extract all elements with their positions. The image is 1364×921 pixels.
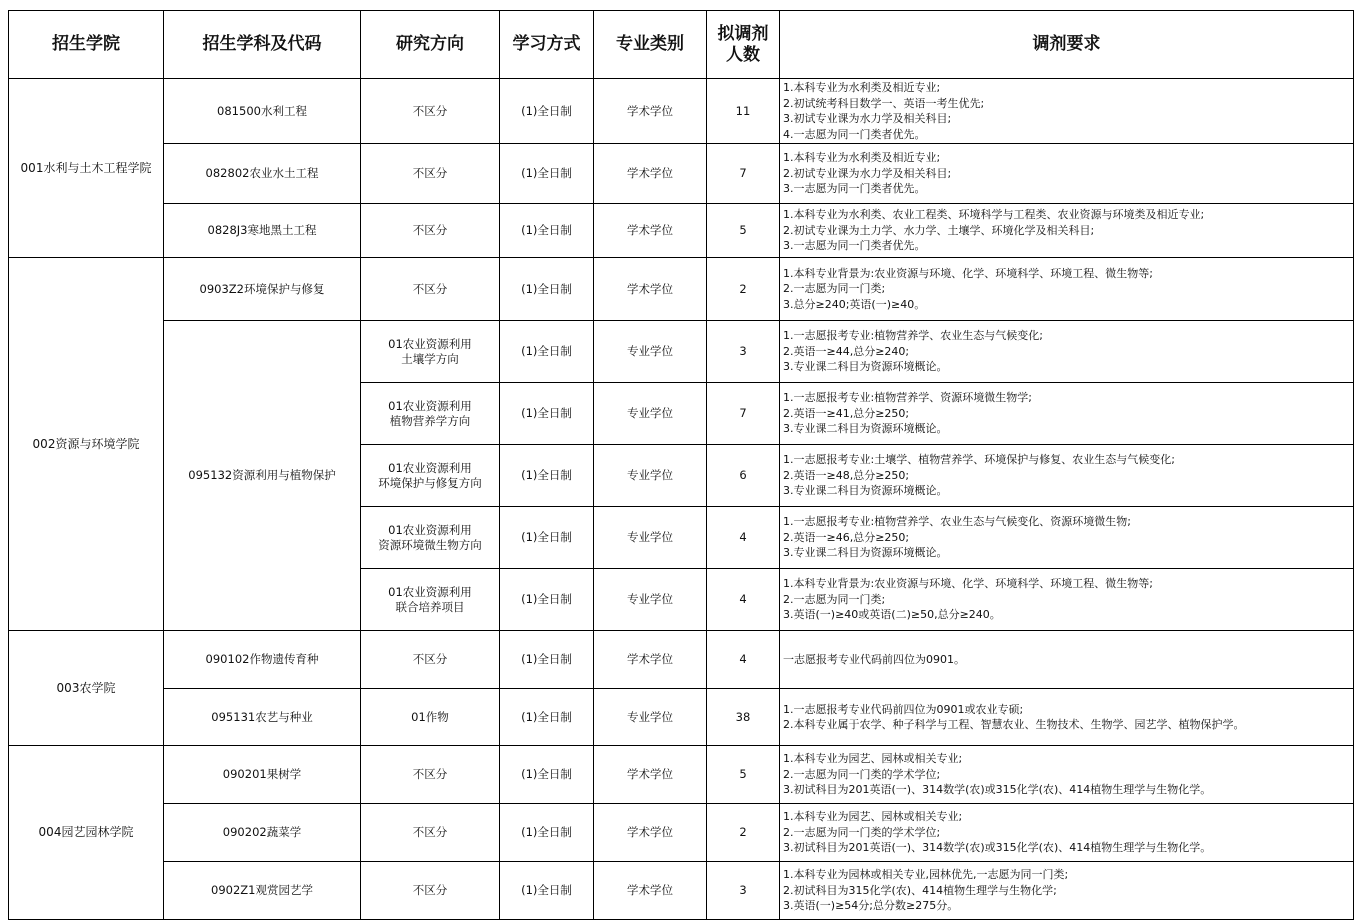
direction-cell: [361, 321, 500, 383]
header-quota-line1: 拟调剂: [717, 23, 769, 44]
subject-cell: 0903Z2环境保护与修复: [164, 258, 361, 321]
quota-cell: 4: [707, 631, 780, 689]
study-mode-cell: (1)全日制: [500, 631, 594, 689]
requirement-line: 1.本科专业背景为:农业资源与环境、化学、环境科学、环境工程、微生物等;: [783, 577, 1153, 591]
study-mode-cell: (1)全日制: [500, 569, 594, 631]
quota-cell: 5: [707, 204, 780, 258]
requirement-line: 1.本科专业为水利类及相近专业;: [783, 151, 941, 165]
requirement-line: 2.初试专业课为土力学、水力学、土壤学、环境化学及相关科目;: [783, 223, 1095, 237]
subject-cell: 082802农业水土工程: [164, 144, 361, 204]
requirement-line: 1.一志愿报考专业:植物营养学、农业生态与气候变化;: [783, 329, 1043, 343]
direction-line: 01农业资源利用: [388, 336, 472, 351]
study-mode-cell: (1)全日制: [500, 258, 594, 321]
quota-cell: 38: [707, 689, 780, 746]
category-cell: 专业学位: [594, 689, 707, 746]
requirement-line: 3.英语(一)≥54分;总分数≥275分。: [783, 899, 959, 913]
requirements-cell: [780, 746, 1354, 804]
subject-cell: 090202蔬菜学: [164, 804, 361, 862]
direction-line: 01农业资源利用: [388, 460, 472, 475]
category-cell: 学术学位: [594, 144, 707, 204]
quota-cell: 4: [707, 569, 780, 631]
direction-line: 01农业资源利用: [388, 584, 472, 599]
quota-cell: 3: [707, 862, 780, 920]
requirement-line: 2.英语一≥44,总分≥240;: [783, 344, 910, 358]
direction-cell: [361, 445, 500, 507]
direction-line: 环境保护与修复方向: [378, 475, 482, 490]
requirements-cell: [780, 631, 1354, 689]
requirements-cell: [780, 383, 1354, 445]
direction-line: 01农业资源利用: [388, 398, 472, 413]
direction-line: 土壤学方向: [401, 351, 459, 366]
category-cell: 专业学位: [594, 321, 707, 383]
direction-line: 资源环境微生物方向: [378, 537, 482, 552]
category-cell: 学术学位: [594, 79, 707, 144]
direction-line: 不区分: [412, 825, 448, 839]
direction-cell: [361, 569, 500, 631]
study-mode-cell: (1)全日制: [500, 689, 594, 746]
direction-line: 不区分: [412, 767, 448, 781]
category-cell: 学术学位: [594, 204, 707, 258]
table-row: [9, 631, 1354, 689]
college-cell: 001水利与土木工程学院: [9, 79, 164, 258]
direction-line: 不区分: [412, 103, 448, 118]
header-direction: 研究方向: [361, 11, 500, 79]
direction-cell: [361, 804, 500, 862]
study-mode-cell: (1)全日制: [500, 79, 594, 144]
college-cell: 002资源与环境学院: [9, 258, 164, 631]
quota-cell: 2: [707, 258, 780, 321]
direction-cell: [361, 79, 500, 144]
requirement-line: 3.英语(一)≥40或英语(二)≥50,总分≥240。: [783, 608, 1001, 622]
subject-cell: 095132资源利用与植物保护: [164, 321, 361, 631]
direction-line: 01农业资源利用: [388, 522, 472, 537]
category-cell: 专业学位: [594, 445, 707, 507]
direction-line: 不区分: [412, 223, 448, 237]
direction-cell: [361, 862, 500, 920]
quota-cell: 3: [707, 321, 780, 383]
category-cell: 学术学位: [594, 258, 707, 321]
requirements-cell: [780, 258, 1354, 321]
requirements-cell: [780, 204, 1354, 258]
direction-line: 联合培养项目: [395, 599, 465, 614]
direction-line: 不区分: [412, 652, 448, 666]
direction-line: 植物营养学方向: [389, 413, 471, 428]
direction-cell: [361, 689, 500, 746]
requirement-line: 1.一志愿报考专业:植物营养学、农业生态与气候变化、资源环境微生物;: [783, 515, 1131, 529]
table-row: [9, 258, 1354, 321]
table-body: [9, 79, 1354, 920]
direction-line: 不区分: [412, 166, 448, 180]
requirement-line: 2.初试专业课为水力学及相关科目;: [783, 166, 952, 180]
table-row: [9, 321, 1354, 383]
requirement-line: 2.英语一≥48,总分≥250;: [783, 468, 910, 482]
quota-cell: 6: [707, 445, 780, 507]
requirement-line: 4.一志愿为同一门类者优先。: [783, 127, 926, 141]
subject-cell: 081500水利工程: [164, 79, 361, 144]
adjustment-table: [8, 10, 1354, 920]
requirement-line: 1.本科专业背景为:农业资源与环境、化学、环境科学、环境工程、微生物等;: [783, 266, 1153, 280]
table-row: [9, 862, 1354, 920]
table-row: [9, 79, 1354, 144]
requirement-line: 1.本科专业为水利类、农业工程类、环境科学与工程类、农业资源与环境类及相近专业;: [783, 208, 1205, 222]
study-mode-cell: (1)全日制: [500, 144, 594, 204]
subject-cell: 0828J3寒地黑土工程: [164, 204, 361, 258]
requirement-line: 1.本科专业为园艺、园林或相关专业;: [783, 810, 963, 824]
direction-line: 不区分: [412, 883, 448, 897]
requirements-cell: [780, 569, 1354, 631]
subject-cell: 095131农艺与种业: [164, 689, 361, 746]
requirement-line: 1.本科专业为园林或相关专业,园林优先,一志愿为同一门类;: [783, 868, 1069, 882]
category-cell: 学术学位: [594, 746, 707, 804]
requirement-line: 2.一志愿为同一门类;: [783, 592, 886, 606]
requirement-line: 一志愿报考专业代码前四位为0901。: [783, 652, 965, 666]
requirement-line: 3.一志愿为同一门类者优先。: [783, 239, 926, 253]
requirement-line: 3.专业课二科目为资源环境概论。: [783, 546, 948, 560]
quota-cell: 2: [707, 804, 780, 862]
study-mode-cell: (1)全日制: [500, 507, 594, 569]
header-row: [9, 11, 1354, 79]
table-row: [9, 689, 1354, 746]
requirement-line: 2.英语一≥41,总分≥250;: [783, 406, 910, 420]
category-cell: 学术学位: [594, 862, 707, 920]
direction-cell: [361, 204, 500, 258]
direction-cell: [361, 507, 500, 569]
requirements-cell: [780, 862, 1354, 920]
category-cell: 学术学位: [594, 804, 707, 862]
requirement-line: 1.一志愿报考专业:土壤学、植物营养学、环境保护与修复、农业生态与气候变化;: [783, 453, 1175, 467]
study-mode-cell: (1)全日制: [500, 746, 594, 804]
requirement-line: 3.初试科目为201英语(一)、314数学(农)或315化学(农)、414植物生理学与生物化学。: [783, 841, 1212, 855]
quota-cell: 5: [707, 746, 780, 804]
study-mode-cell: (1)全日制: [500, 204, 594, 258]
requirement-line: 1.一志愿报考专业代码前四位为0901或农业专硕;: [783, 702, 1024, 716]
direction-cell: [361, 383, 500, 445]
college-cell: 003农学院: [9, 631, 164, 746]
header-college: 招生学院: [9, 11, 164, 79]
table-row: [9, 144, 1354, 204]
requirement-line: 2.一志愿为同一门类的学术学位;: [783, 767, 941, 781]
requirement-line: 3.专业课二科目为资源环境概论。: [783, 422, 948, 436]
requirement-line: 2.英语一≥46,总分≥250;: [783, 530, 910, 544]
table-row: [9, 746, 1354, 804]
header-category: 专业类别: [594, 11, 707, 79]
requirement-line: 3.初试科目为201英语(一)、314数学(农)或315化学(农)、414植物生理学与生物化学。: [783, 783, 1212, 797]
direction-cell: [361, 631, 500, 689]
direction-cell: [361, 144, 500, 204]
category-cell: 专业学位: [594, 383, 707, 445]
header-requirements: 调剂要求: [780, 11, 1354, 79]
category-cell: 学术学位: [594, 631, 707, 689]
study-mode-cell: (1)全日制: [500, 804, 594, 862]
requirements-cell: [780, 144, 1354, 204]
direction-cell: [361, 258, 500, 321]
table-row: [9, 804, 1354, 862]
requirements-cell: [780, 321, 1354, 383]
study-mode-cell: (1)全日制: [500, 383, 594, 445]
direction-line: 01作物: [411, 709, 449, 724]
direction-line: 不区分: [412, 281, 448, 296]
header-study-mode: 学习方式: [500, 11, 594, 79]
requirement-line: 3.一志愿为同一门类者优先。: [783, 182, 926, 196]
subject-cell: 090201果树学: [164, 746, 361, 804]
study-mode-cell: (1)全日制: [500, 862, 594, 920]
requirement-line: 2.一志愿为同一门类;: [783, 282, 886, 296]
college-cell: 004园艺园林学院: [9, 746, 164, 920]
requirement-line: 2.初试统考科目数学一、英语一考生优先;: [783, 96, 985, 110]
quota-cell: 7: [707, 144, 780, 204]
requirements-cell: [780, 507, 1354, 569]
requirement-line: 2.本科专业属于农学、种子科学与工程、智慧农业、生物技术、生物学、园艺学、植物保护学。: [783, 718, 1245, 731]
study-mode-cell: (1)全日制: [500, 445, 594, 507]
study-mode-cell: (1)全日制: [500, 321, 594, 383]
direction-cell: [361, 746, 500, 804]
requirement-line: 3.初试专业课为水力学及相关科目;: [783, 112, 952, 125]
quota-cell: 11: [707, 79, 780, 144]
quota-cell: 7: [707, 383, 780, 445]
subject-cell: 090102作物遗传育种: [164, 631, 361, 689]
requirement-line: 2.初试科目为315化学(农)、414植物生理学与生物化学;: [783, 883, 1057, 897]
header-quota-line2: 人数: [726, 44, 760, 65]
requirements-cell: [780, 445, 1354, 507]
requirements-cell: [780, 79, 1354, 144]
requirement-line: 1.本科专业为水利类及相近专业;: [783, 81, 941, 94]
requirement-line: 1.本科专业为园艺、园林或相关专业;: [783, 752, 963, 766]
requirement-line: 2.一志愿为同一门类的学术学位;: [783, 825, 941, 839]
header-quota: [707, 11, 780, 79]
requirement-line: 1.一志愿报考专业:植物营养学、资源环境微生物学;: [783, 391, 1032, 405]
requirements-cell: [780, 804, 1354, 862]
requirements-cell: [780, 689, 1354, 746]
requirement-line: 3.专业课二科目为资源环境概论。: [783, 360, 948, 374]
table-row: [9, 204, 1354, 258]
subject-cell: 0902Z1观赏园艺学: [164, 862, 361, 920]
quota-cell: 4: [707, 507, 780, 569]
header-subject: 招生学科及代码: [164, 11, 361, 79]
category-cell: 专业学位: [594, 569, 707, 631]
requirement-line: 3.专业课二科目为资源环境概论。: [783, 484, 948, 498]
category-cell: 专业学位: [594, 507, 707, 569]
requirement-line: 3.总分≥240;英语(一)≥40。: [783, 297, 926, 311]
